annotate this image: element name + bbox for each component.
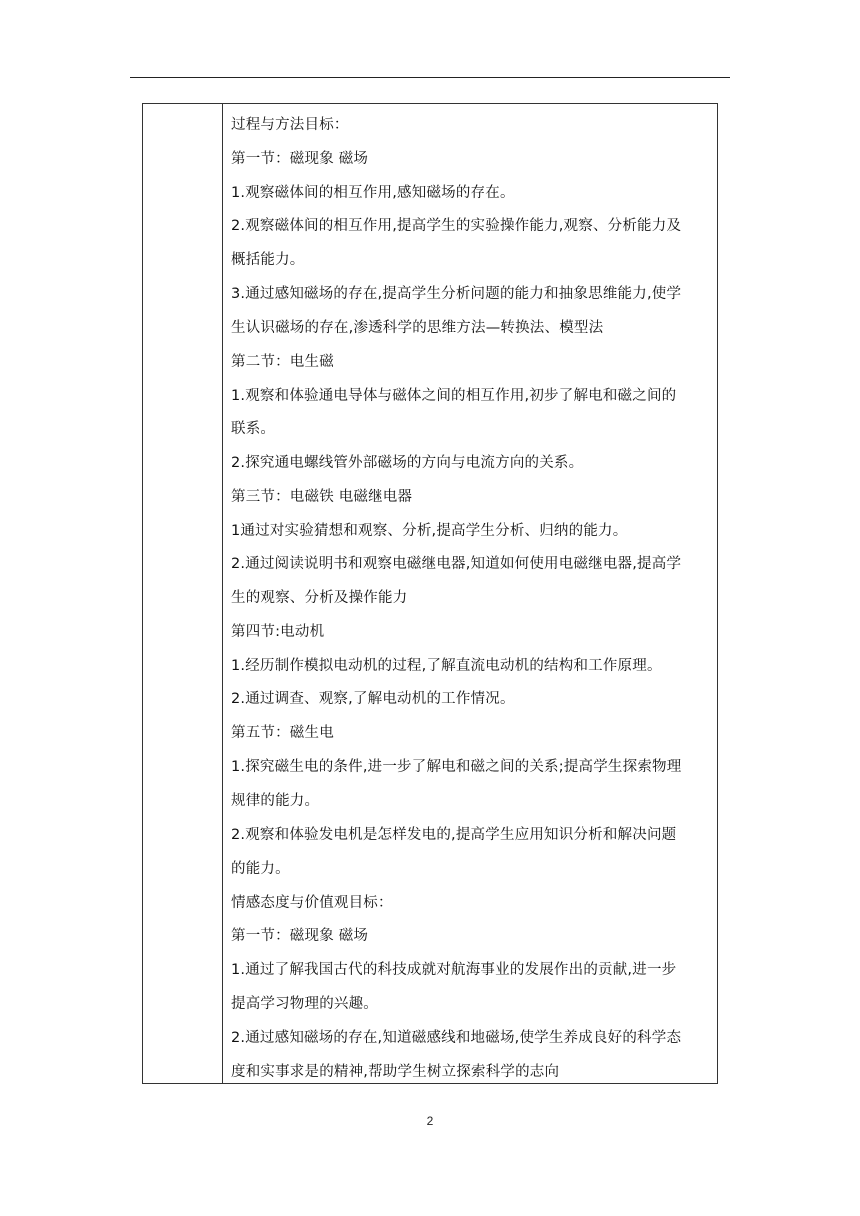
text-line: 生认识磁场的存在,渗透科学的思维方法—转换法、模型法 (231, 320, 604, 336)
text-line: 第四节:电动机 (231, 624, 325, 640)
text-line: 规律的能力。 (231, 793, 320, 809)
text-line: 的能力。 (231, 861, 290, 877)
text-line: 2.通过感知磁场的存在,知道磁感线和地磁场,使学生养成良好的科学态 (231, 1030, 682, 1046)
text-line: 1.观察和体验通电导体与磁体之间的相互作用,初步了解电和磁之间的 (231, 388, 677, 404)
text-line: 1.观察磁体间的相互作用,感知磁场的存在。 (231, 185, 515, 201)
text-line: 2.通过调查、观察,了解电动机的工作情况。 (231, 691, 515, 707)
text-line: 第五节：磁生电 (231, 725, 334, 741)
text-line: 2.观察和体验发电机是怎样发电的,提高学生应用知识分析和解决问题 (231, 827, 677, 843)
text-line: 度和实事求是的精神,帮助学生树立探索科学的志向 (231, 1064, 560, 1080)
text-line: 2.探究通电螺线管外部磁场的方向与电流方向的关系。 (231, 455, 584, 471)
text-line: 联系。 (231, 421, 276, 437)
text-line: 2.观察磁体间的相互作用,提高学生的实验操作能力,观察、分析能力及 (231, 218, 682, 234)
text-line: 生的观察、分析及操作能力 (231, 590, 408, 606)
content-table (142, 103, 718, 1084)
text-line: 1.经历制作模拟电动机的过程,了解直流电动机的结构和工作原理。 (231, 658, 662, 674)
text-line: 2.通过阅读说明书和观察电磁继电器,知道如何使用电磁继电器,提高学 (231, 556, 682, 572)
text-line: 提高学习物理的兴趣。 (231, 996, 378, 1012)
text-line: 第二节：电生磁 (231, 354, 334, 370)
text-line: 1.探究磁生电的条件,进一步了解电和磁之间的关系;提高学生探索物理 (231, 759, 682, 775)
page-number: 2 (426, 1114, 434, 1128)
text-line: 1通过对实验猜想和观察、分析,提高学生分析、归纳的能力。 (231, 523, 628, 539)
text-line: 情感态度与价值观目标： (231, 895, 393, 911)
text-line: 第一节：磁现象 磁场 (231, 928, 369, 944)
text-line: 第三节：电磁铁 电磁继电器 (231, 489, 413, 505)
table-label-cell (143, 104, 223, 1083)
text-line: 第一节：磁现象 磁场 (231, 151, 369, 167)
text-line: 过程与方法目标： (231, 117, 349, 133)
header-rule (130, 77, 730, 78)
text-line: 概括能力。 (231, 252, 305, 268)
text-line: 1.通过了解我国古代的科技成就对航海事业的发展作出的贡献,进一步 (231, 962, 677, 978)
text-line: 3.通过感知磁场的存在,提高学生分析问题的能力和抽象思维能力,使学 (231, 286, 682, 302)
